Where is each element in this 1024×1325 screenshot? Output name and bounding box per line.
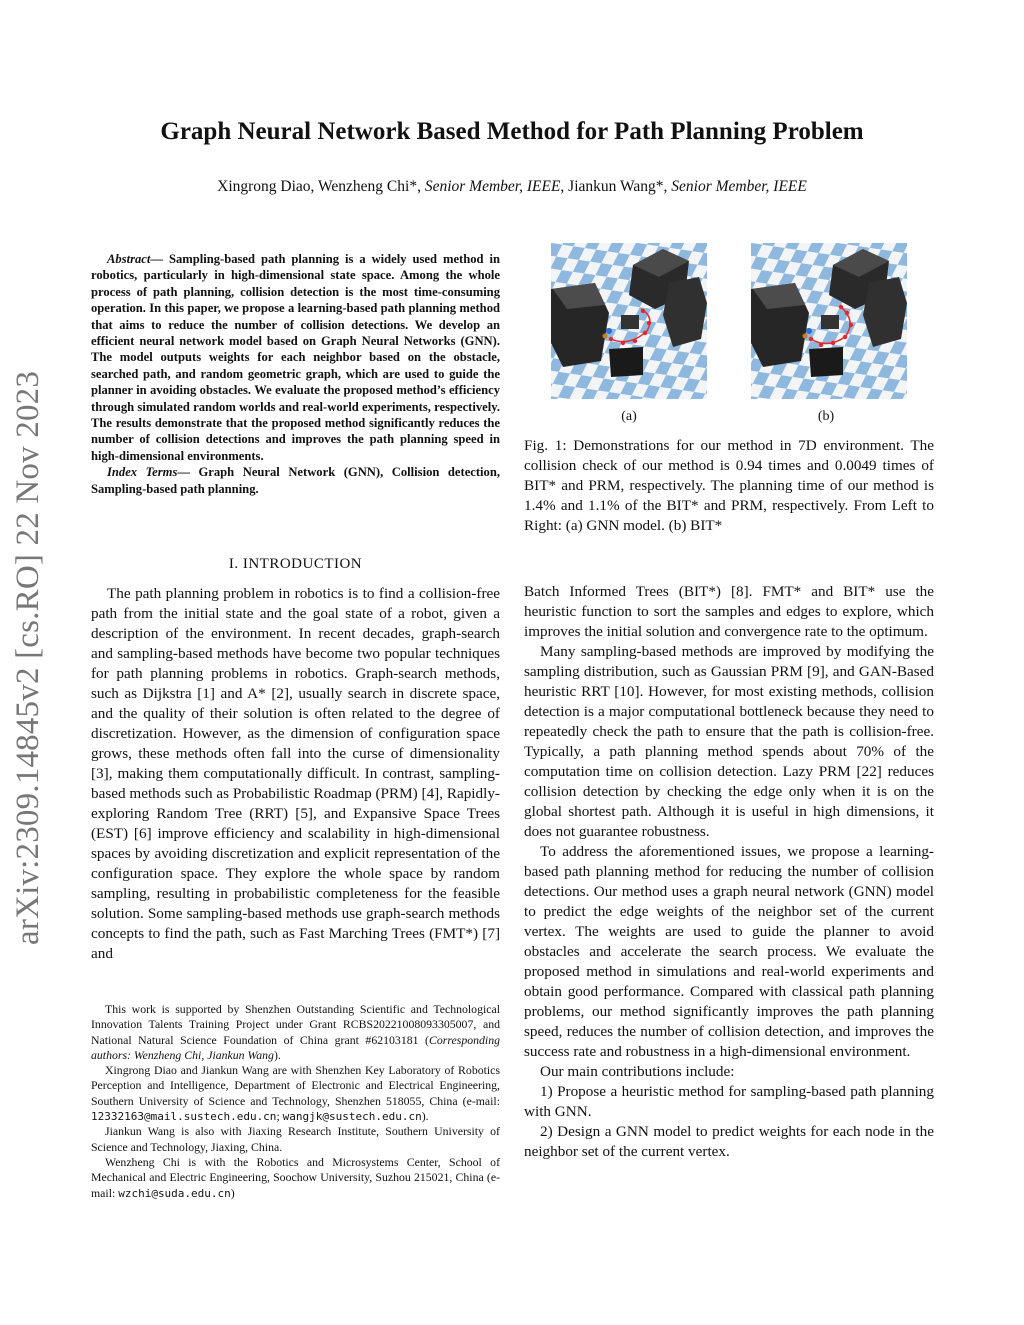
intro-right-column xyxy=(524,582,934,1162)
figure-b-label: (b) xyxy=(817,409,835,424)
intro-left-column xyxy=(91,584,500,964)
figure-b-image xyxy=(751,243,907,399)
authors-part-2: , Jiankun Wang*, xyxy=(560,178,672,195)
authors-part-1: Xingrong Diao, Wenzheng Chi*, xyxy=(217,178,425,195)
footnote-sep: ; xyxy=(276,1109,283,1124)
abstract-label: Abstract xyxy=(107,252,151,266)
right-paragraph-2: To address the aforementioned issues, we propose a learning-based path planning method for reducing the number of collision detections. Our method uses a graph neural network (GNN) model to predict the edge weights of the neighbor set of the current vertex. The weights are used to guide the planner to avoid obstacles and accelerate the search process. We evaluate the proposed method in simulations and real-world experiments and obtain good performance. Compared with classical path planning problems, our method significantly improves the path planning speed, reduces the number of collision detection, and improves the success rate and robustness in a high-dimensional environment. xyxy=(524,843,934,1060)
footnote-affiliation-1 xyxy=(91,1063,500,1124)
figure-a-image xyxy=(551,243,707,399)
footnote-funding-end: ). xyxy=(273,1047,281,1062)
author-line xyxy=(0,178,1024,196)
contribution-2: 2) Design a GNN model to predict weights for each node in the neighbor set of the current vertex. xyxy=(524,1123,934,1160)
footnote-affiliation-3 xyxy=(91,1155,500,1201)
footnote-chi-text: Wenzheng Chi is with the Robotics and Microsystems Center, School of Mechanical and Electric Engineering, Soochow University, Suzhou 215021, China (e-mail: xyxy=(91,1154,500,1200)
intro-paragraph: The path planning problem in robotics is to find a collision-free path from the initial state and the goal state of a robot, given a description of the environment. In recent decades, graph-search and sampling-based methods have become two popular techniques for path planning problems in robotics. Graph-search methods, such as Dijkstra [1] and A* [2], usually search in discrete space, and the quality of their solution is often related to the degree of discretization. However, as the dimension of configuration space grows, these methods often fall into the curse of dimensionality [3], making them computationally difficult. In contrast, sampling-based methods such as Probabilistic Roadmap (PRM) [4], Rapidly-exploring Random Tree (RRT) [5], and Expansive Space Trees (EST) [6] improve efficiency and scalability in high-dimensional spaces by avoiding discretization and explicit representation of the configuration space. They explore the whole space by random sampling, resulting in probabilistic completeness for the feasible solution. Some sampling-based methods use graph-search methods concepts to find the path, such as Fast Marching Trees (FMT*) [7] and xyxy=(91,585,500,962)
right-paragraph-1: Many sampling-based methods are improved by modifying the sampling distribution, such as Gaussian PRM [9], and GAN-Based heuristic RRT [10]. However, for most existing methods, collision detection is a major computational bottleneck because they need to repeatedly check the path to ensure that the path is collision-free. Typically, a path planning method spends about 70% of the computation time on collision detection. Lazy PRM [22] reduces collision detection by checking the edge only when it is on the global shortest path. Although it is useful in high dimensions, it does not guarantee robustness. xyxy=(524,643,934,840)
author-role-1: Senior Member, IEEE xyxy=(424,178,561,195)
footnote-affil-end: ). xyxy=(421,1109,429,1124)
paper-title: Graph Neural Network Based Method for Path Planning Problem xyxy=(160,118,864,145)
footnote-affiliation-2: Jiankun Wang is also with Jiaxing Research Institute, Southern University of Science and Technology, Jiaxing, China. xyxy=(91,1124,500,1154)
figure-caption: Fig. 1: Demonstrations for our method in 7D environment. The collision check of our method is 0.94 times and 0.0049 times of BIT* and PRM, respectively. The planning time of our method is 1.4% and 1.1% of the BIT* and PRM, respectively. From Left to Right: (a) GNN model. (b) BIT* xyxy=(524,437,934,534)
author-role-2: Senior Member, IEEE xyxy=(671,178,807,195)
abstract-block xyxy=(91,251,500,497)
abstract-dash: — xyxy=(150,252,169,266)
right-paragraph-3: Our main contributions include: xyxy=(540,1063,735,1080)
footnote-funding xyxy=(91,1002,500,1063)
index-dash: — xyxy=(177,465,199,480)
index-terms-text: Graph Neural Network (GNN), Collision detection, Sampling-based path planning. xyxy=(91,465,501,496)
footnote-funding-authors: Corresponding authors: Wenzheng Chi, Jiankun Wang xyxy=(91,1032,500,1062)
footnotes xyxy=(91,1002,500,1201)
abstract-text: Sampling-based path planning is a widely used method in robotics, particularly in high-dimensional state space. Among the whole process of path planning, collision detection is the most time-consuming operation. In this paper, we propose a learning-based path planning method that aims to reduce the number of collision detections. We develop an efficient neural network model based on Graph Neural Networks (GNN). The model outputs weights for each neighbor based on the obstacle, searched path, and random geometric graph, which are used to guide the planner in avoiding obstacles. We evaluate the proposed method’s efficiency through simulated random worlds and real-world experiments, respectively. The results demonstrate that the proposed method significantly reduces the number of collision detections and improves the path planning speed in high-dimensional environments. xyxy=(91,252,500,463)
footnote-chi-end: ) xyxy=(230,1185,235,1200)
arxiv-identifier: arXiv:2309.14845v2 [cs.RO] 22 Nov 2023 xyxy=(10,370,46,945)
email-link-diao[interactable]: 12332163@mail.sustech.edu.cn xyxy=(91,1110,277,1124)
footnote-affil-text: Xingrong Diao and Jiankun Wang are with Shenzhen Key Laboratory of Robotics Perception and Intelligence, Department of Electronic and Electrical Engineering, Southern University of Science and Technology, Shenzhen 518055, China (e-mail: xyxy=(91,1063,500,1108)
contribution-1: 1) Propose a heuristic method for sampling-based path planning with GNN. xyxy=(524,1083,934,1120)
email-link-chi[interactable]: wzchi@suda.edu.cn xyxy=(118,1186,231,1200)
right-paragraph-0: Batch Informed Trees (BIT*) [8]. FMT* and BIT* use the heuristic function to sort the samples and edges to explore, which improves the initial solution and convergence rate to the optimum. xyxy=(524,583,934,640)
footnote-funding-text: This work is supported by Shenzhen Outstanding Scientific and Technological Innovation Talents Training Project under Grant RCBS20221008093305007, and National Natural Science Foundation of China grant #62103181 ( xyxy=(91,1002,500,1047)
index-terms-label: Index Terms xyxy=(107,465,178,480)
section-heading: I. INTRODUCTION xyxy=(228,556,363,572)
figure-a-label: (a) xyxy=(621,409,637,424)
email-link-wang[interactable]: wangjk@sustech.edu.cn xyxy=(282,1110,422,1124)
